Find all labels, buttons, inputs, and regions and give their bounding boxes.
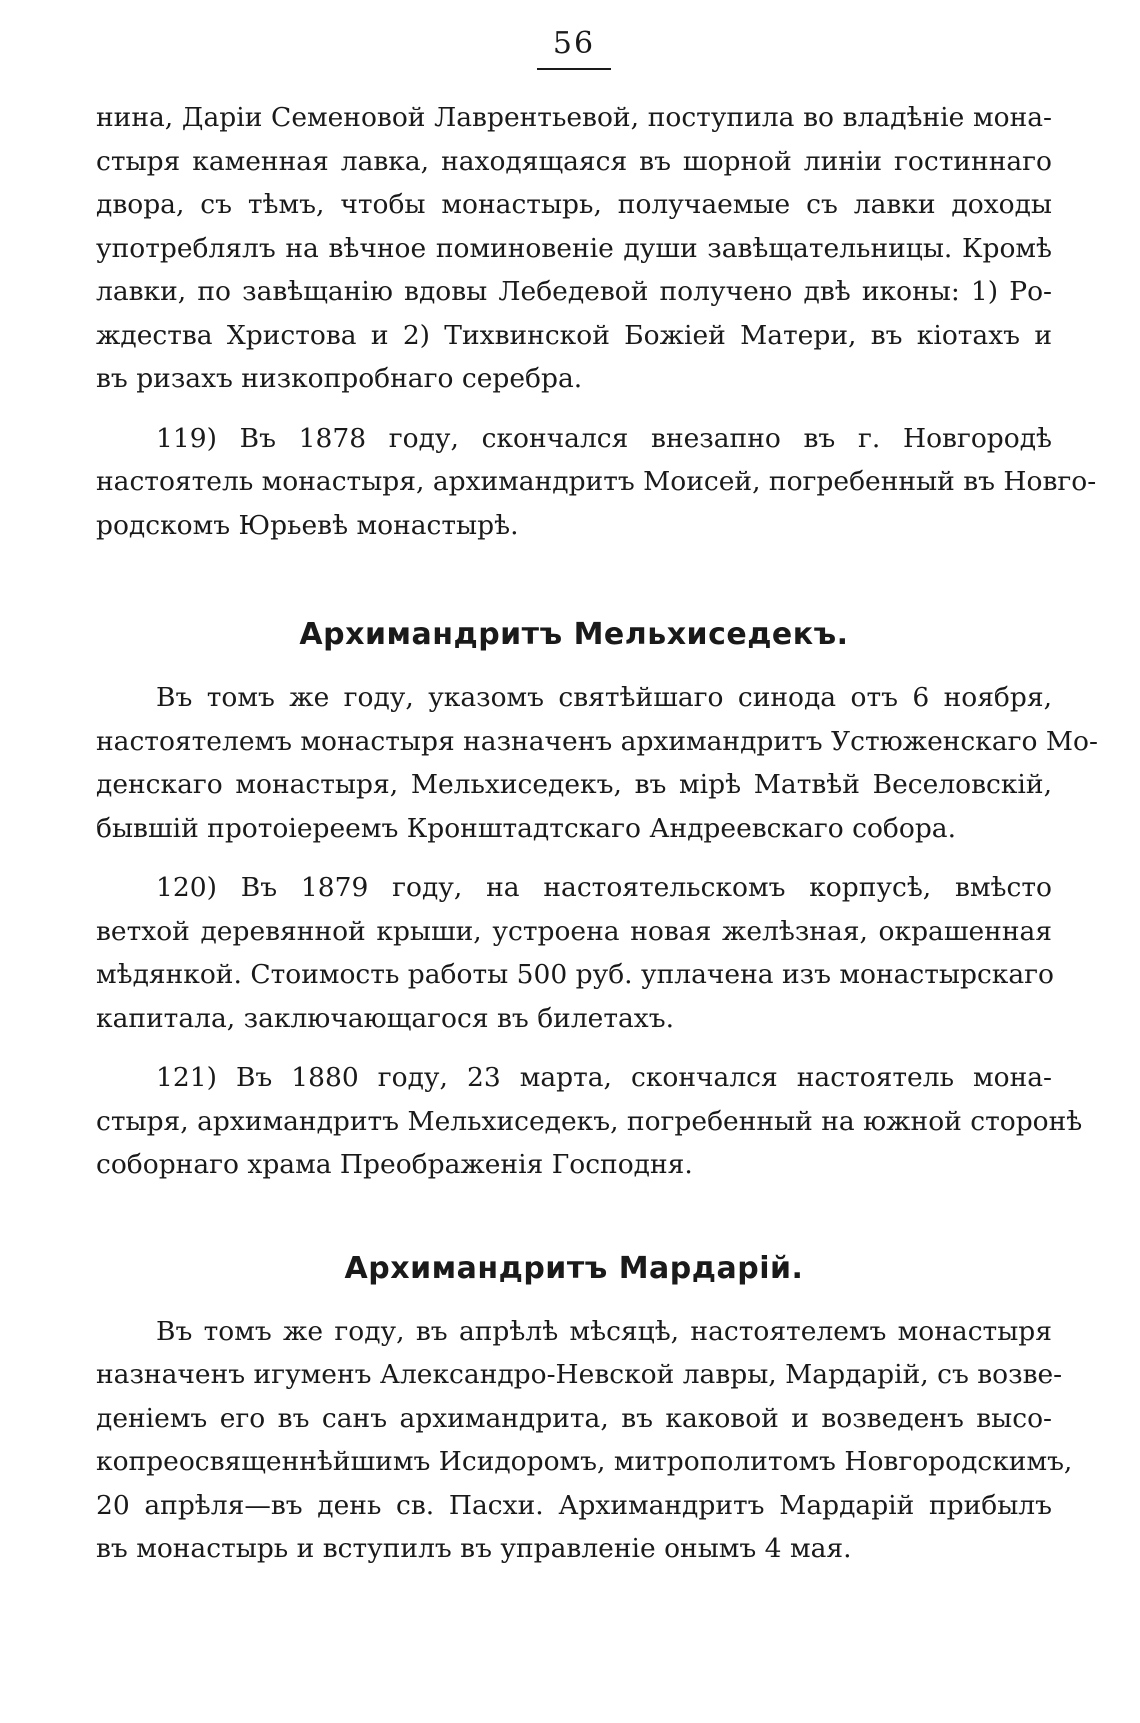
text-line: родскомъ Юрьевѣ монастырѣ. — [96, 509, 519, 541]
text-line: двора, съ тѣмъ, чтобы монастырь, получаемые съ лавки доходы — [96, 189, 1052, 220]
text-line: ветхой деревянной крыши, устроена новая желѣзная, окрашенная — [96, 915, 1052, 947]
paragraph-119 — [96, 417, 1097, 548]
section-heading-mardariy: Архимандритъ Мардарій. — [344, 1250, 804, 1286]
text-line: мѣдянкой. Стоимость работы 500 руб. уплачена изъ монастырскаго — [96, 959, 1054, 990]
text-line: 121) Въ 1880 году, 23 марта, скончался настоятель мона- — [156, 1062, 1052, 1093]
text-line: денскаго монастыря, Мельхиседекъ, въ мірѣ Матвѣй Веселовскій, — [96, 769, 1052, 800]
text-line: капитала, заключающагося въ билетахъ. — [96, 1002, 675, 1034]
text-line: нина, Даріи Семеновой Лаврентьевой, поступила во владѣніе мона- — [96, 102, 1052, 133]
text-line: 120) Въ 1879 году, на настоятельскомъ корпусѣ, вмѣсто — [156, 872, 1052, 903]
text-line: назначенъ игуменъ Александро-Невской лавры, Мардарій, съ возве- — [96, 1359, 1063, 1390]
text-line: ждества Христова и 2) Тихвинской Божіей Матери, въ кіотахъ и — [96, 319, 1052, 351]
text-line: Въ томъ же году, въ апрѣлѣ мѣсяцѣ, настоятелемъ монастыря — [156, 1315, 1052, 1347]
paragraph-121 — [96, 1056, 1083, 1187]
text-line: 119) Въ 1878 году, скончался внезапно въ г. Новгородѣ — [156, 422, 1052, 454]
paragraph-appointment-melkhisedek — [96, 676, 1098, 850]
text-line: копреосвященнѣйшимъ Исидоромъ, митрополитомъ Новгородскимъ, — [96, 1446, 1073, 1477]
section-heading-melkhisedek: Архимандритъ Мельхиседекъ. — [299, 617, 849, 652]
page-number-rule — [537, 68, 611, 70]
paragraph-appointment-mardariy — [96, 1310, 1073, 1571]
paragraph-continuation — [96, 96, 1052, 401]
text-line: стыря, архимандритъ Мельхиседекъ, погребенный на южной сторонѣ — [96, 1105, 1083, 1137]
paragraph-120 — [96, 866, 1052, 1040]
text-line: стыря каменная лавка, находящаяся въ шорной линіи гостиннаго — [96, 145, 1052, 177]
text-line: настоятелемъ монастыря назначенъ архимандритъ Устюженскаго Мо- — [96, 725, 1098, 757]
page-number: 56 — [552, 26, 596, 61]
text-line: въ монастырь и вступилъ въ управленіе онымъ 4 мая. — [96, 1533, 852, 1564]
text-line: Въ томъ же году, указомъ святѣйшаго синода отъ 6 ноября, — [156, 682, 1052, 713]
text-line: деніемъ его въ санъ архимандрита, въ каковой и возведенъ высо- — [96, 1402, 1052, 1434]
text-line: въ ризахъ низкопробнаго серебра. — [96, 363, 583, 394]
text-line: бывшій протоіереемъ Кронштадтскаго Андреевскаго собора. — [96, 812, 957, 844]
text-line: соборнаго храма Преображенія Господня. — [96, 1149, 693, 1180]
text-line: 20 апрѣля—въ день св. Пасхи. Архимандритъ Мардарій прибылъ — [96, 1489, 1052, 1521]
text-line: настоятель монастыря, архимандритъ Моисей, погребенный въ Новго- — [96, 466, 1097, 497]
text-line: употреблялъ на вѣчное поминовеніе души завѣщательницы. Кромѣ — [96, 232, 1052, 264]
text-line: лавки, по завѣщанію вдовы Лебедевой получено двѣ иконы: 1) Ро- — [96, 276, 1052, 307]
